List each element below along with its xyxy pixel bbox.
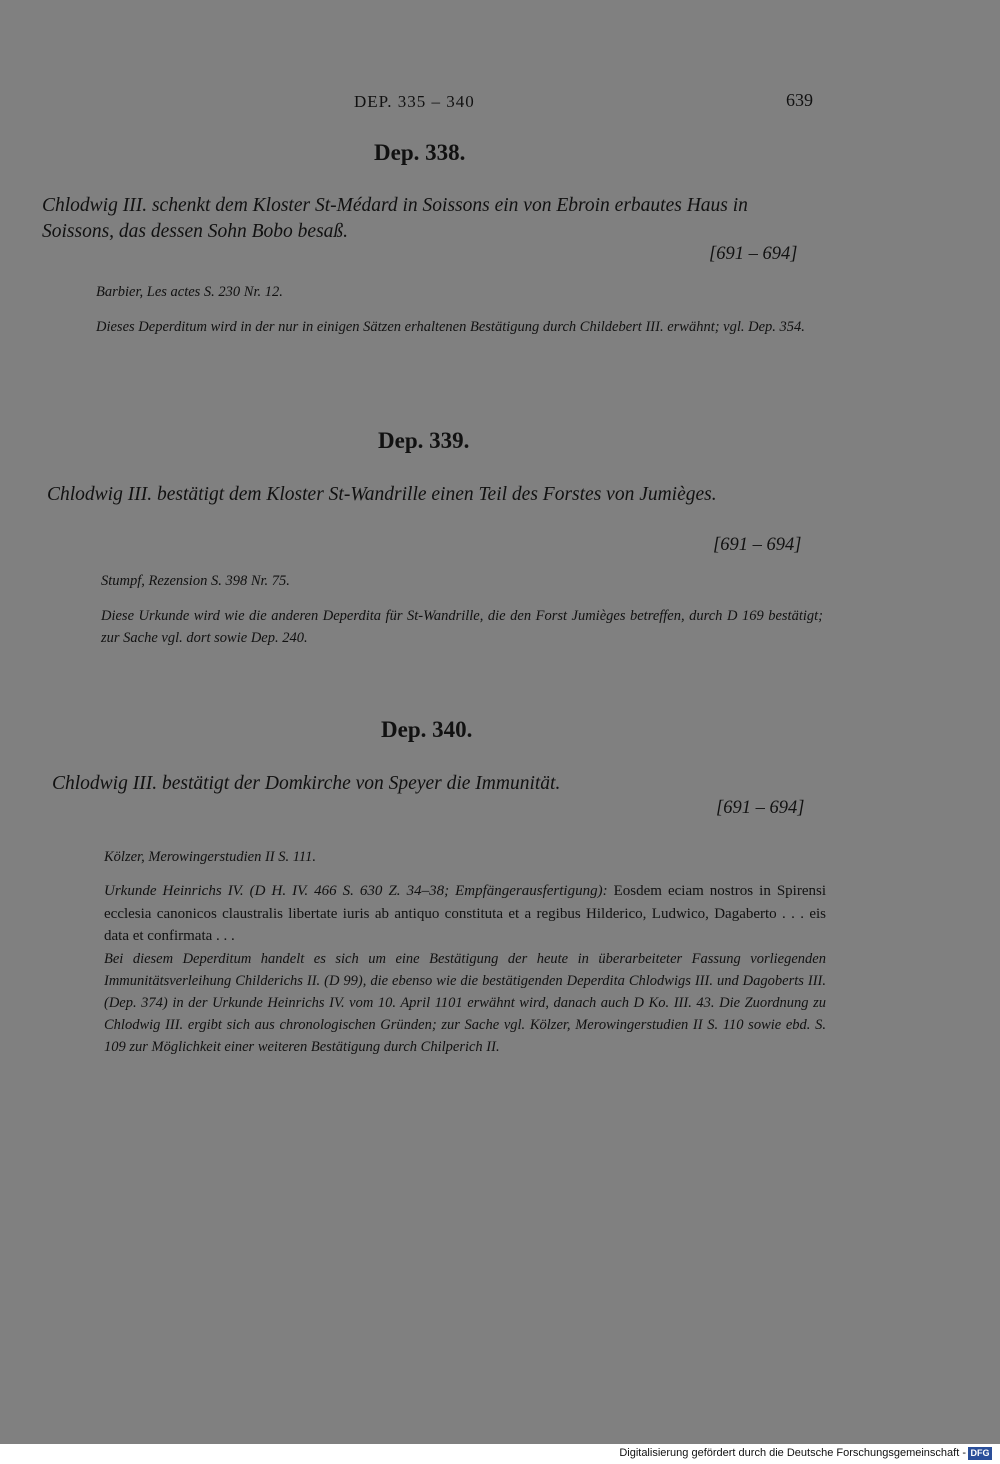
entry-regest-dep-340: Chlodwig III. bestätigt der Domkirche von Speyer die Immunität. [52, 773, 561, 794]
entry-source-dep-338: Barbier, Les actes S. 230 Nr. 12. [96, 284, 283, 300]
entry-source-dep-339: Stumpf, Rezension S. 398 Nr. 75. [101, 573, 290, 589]
dfg-logo-icon: DFG [968, 1447, 992, 1460]
digitization-footer [0, 1444, 1000, 1464]
entry-date-dep-338: [691 – 694] [709, 244, 798, 264]
footer-credit: Digitalisierung gefördert durch die Deutsche Forschungsgemeinschaft - [619, 1447, 966, 1459]
entry-title-dep-338: Dep. 338. [374, 140, 466, 165]
entry-source-dep-340: Kölzer, Merowingerstudien II S. 111. [104, 849, 316, 865]
quote-intro: Urkunde Heinrichs IV. (D H. IV. 466 S. 630 Z. 34–38; Empfängerausfertigung): [104, 883, 608, 899]
entry-comment-dep-340: Bei diesem Deperditum handelt es sich um eine Bestätigung der heute in überarbeiteter Fassung vorliegenden Immunitätsverleihung Childerichs II. (D 99), die ebenso wie die bestätigenden Deperdita Chlodwigs III. und Dagoberts III. (Dep. 374) in der Urkunde Heinrichs IV. vom 10. April 1101 erwähnt wird, danach auch D Ko. III. 43. Die Zuordnung zu Chlodwig III. ergibt sich aus chronologischen Gründen; zur Sache vgl. Kölzer, Merowingerstudien II S. 110 sowie ebd. S. 109 zur Möglichkeit einer weiteren Bestätigung durch Chilperich II. [104, 951, 826, 1055]
running-head: DEP. 335 – 340 [354, 92, 475, 111]
entry-quote-dep-340 [104, 880, 826, 948]
quote-latin-text: Eosdem eciam nostros in Spirensi ecclesia canonicos claustralis libertate iuris ab antiquo constituta et a regibus Hilderico, Ludwico, Dagaberto . . . eis data et confirmata . . . [104, 883, 827, 944]
entry-title-dep-340: Dep. 340. [381, 717, 473, 742]
entry-comment-dep-339: Diese Urkunde wird wie die anderen Deperdita für St-Wandrille, die den Forst Jumièges betreffen, durch D 169 bestätigt; zur Sache vgl. dort sowie Dep. 240. [101, 608, 823, 646]
entry-title-dep-339: Dep. 339. [378, 428, 470, 453]
entry-regest-dep-339: Chlodwig III. bestätigt dem Kloster St-Wandrille einen Teil des Forstes von Jumièges. [47, 484, 717, 505]
entry-regest-dep-338: Chlodwig III. schenkt dem Kloster St-Médard in Soissons ein von Ebroin erbautes Haus in Soissons, das dessen Sohn Bobo besaß. [42, 195, 748, 242]
page-number: 639 [786, 90, 813, 110]
entry-date-dep-340: [691 – 694] [716, 798, 805, 818]
entry-comment-dep-338: Dieses Deperditum wird in der nur in einigen Sätzen erhaltenen Bestätigung durch Childebert III. erwähnt; vgl. Dep. 354. [96, 319, 805, 335]
entry-date-dep-339: [691 – 694] [713, 535, 802, 555]
